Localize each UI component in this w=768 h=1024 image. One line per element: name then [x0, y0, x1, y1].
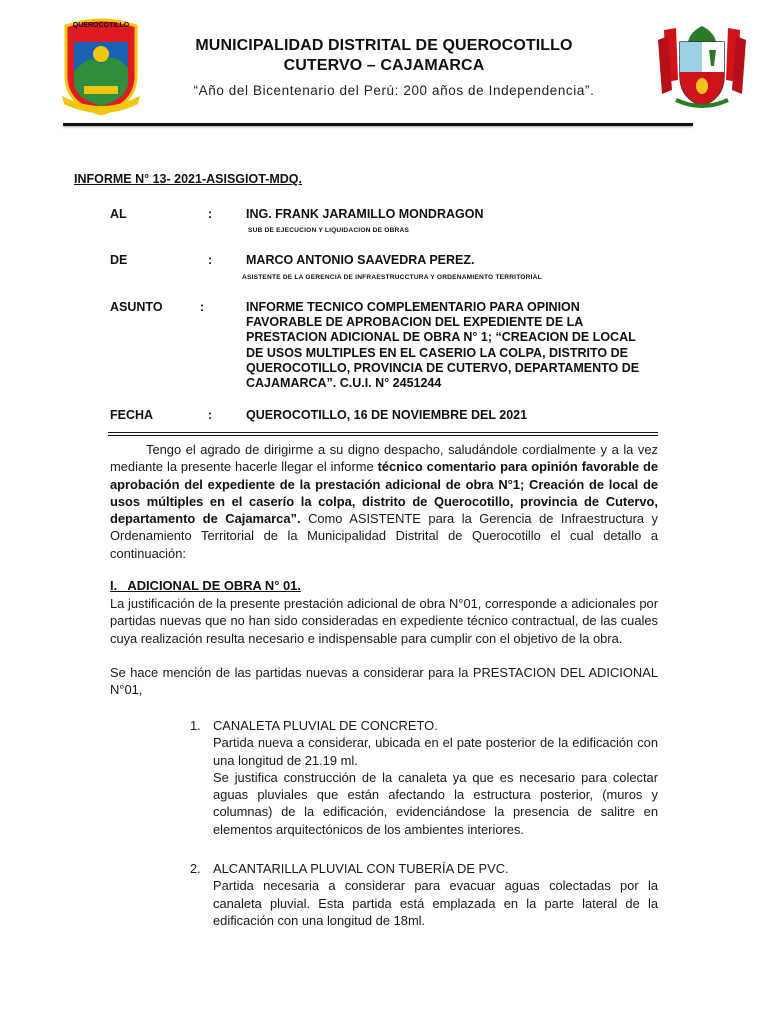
intro-paragraph — [110, 441, 658, 562]
item-number: 1. — [190, 718, 201, 733]
item-title: ALCANTARILLA PLUVIAL CON TUBERÍA DE PVC. — [213, 861, 509, 876]
to-title: SUB DE EJECUCION Y LIQUIDACION DE OBRAS — [248, 227, 410, 234]
crest-text: QUEROCOTILLO — [72, 22, 130, 29]
from-label: DE — [110, 253, 128, 267]
item-title: CANALETA PLUVIAL DE CONCRETO. — [213, 718, 438, 733]
subject-colon: : — [200, 300, 205, 314]
item-number: 2. — [190, 861, 201, 876]
list-item — [190, 717, 658, 838]
date-colon: : — [208, 408, 213, 422]
to-name: ING. FRANK JARAMILLO MONDRAGON — [246, 207, 484, 221]
date-label: FECHA — [110, 408, 154, 422]
municipality-name: MUNICIPALIDAD DISTRITAL DE QUEROCOTILLO — [195, 37, 573, 54]
from-name: MARCO ANTONIO SAAVEDRA PEREZ. — [246, 253, 475, 267]
intro-text-end: Como ASISTENTE para la Gerencia de Infraestructura y Ordenamiento Territorial de la Municipalidad Distrital de Querocotillo el cual detallo a continuación: — [110, 511, 658, 561]
subject-text: INFORME TECNICO COMPLEMENTARIO PARA OPINION FAVORABLE DE APROBACION DEL EXPEDIENTE DE LA PRESTACION ADICIONAL DE OBRA N° 1; “CREACION DE LOCAL DE USOS MULTIPLES EN EL CASERIO LA COLPA, DISTRITO DE QUEROCOTILLO, PROVINCIA DE CUTERVO, DEPARTAMENTO DE CAJAMARCA”. C.U.I. N° 2451244 — [246, 300, 640, 391]
section-heading: I. ADICIONAL DE OBRA N° 01. — [110, 578, 301, 593]
item-description: Partida necesaria a considerar para evacuar aguas colectadas por la canaleta pluvial. Esta partida está emplazada en la parte lateral de la edificación con una longitud de 18ml. — [213, 878, 658, 928]
memo-divider — [108, 432, 658, 433]
to-label: AL — [110, 207, 127, 221]
item-justification: Se justifica construcción de la canaleta ya que es necesario para colectar aguas pluviales que están afectando la estructura posterior, (muros y columnas) de la edificación, evidenciándose la presencia de salitre en elementos arquitectónicos de los ambientes interiores. — [213, 769, 658, 837]
intro-text: Tengo el agrado de dirigirme a su digno despacho, saludándole cordialmente y a la vez mediante la presente hacerle llegar el informe — [110, 442, 658, 475]
municipality-location: CUTERVO – CAJAMARCA — [283, 57, 485, 74]
to-colon: : — [208, 207, 213, 221]
date-text: QUEROCOTILLO, 16 DE NOVIEMBRE DEL 2021 — [246, 408, 528, 422]
from-colon: : — [208, 253, 213, 267]
item-description: Partida nueva a considerar, ubicada en el pate posterior de la edificación con una longitud de 21.19 ml. — [213, 735, 658, 768]
report-number: INFORME N° 13- 2021-ASISGIOT-MDQ. — [74, 172, 302, 186]
year-motto: “Año del Bicentenario del Perú: 200 años de Independencia”. — [193, 83, 595, 98]
memo-divider — [108, 435, 658, 436]
items-intro-paragraph: Se hace mención de las partidas nuevas a considerar para la PRESTACION DEL ADICIONAL N°01, — [110, 665, 658, 698]
section-paragraph: La justificación de la presente prestación adicional de obra N°01, corresponde a adicionales por partidas nuevas que no han sido consideradas en expediente técnico contractual, de las cuales cuya realización resulta necesario e indispensable para cumplir con el objetivo de la obra. — [110, 596, 658, 646]
subject-label: ASUNTO — [110, 300, 163, 314]
intro-bold-text: técnico comentario para opinión favorable de aprobación del expediente de la prestación adicional de obra N°1; Creación de local de usos múltiples en el caserío la colpa, distrito de Querocotillo, provincia de Cutervo, departamento de Cajamarca”. — [110, 459, 658, 527]
municipal-crest-icon — [60, 12, 142, 116]
from-title: ASISTENTE DE LA GERENCIA DE INFRAESTRUCCTURA Y ORDENAMIENTO TERRITORIAL — [242, 274, 542, 281]
peru-coat-of-arms-icon — [656, 20, 748, 112]
header-divider — [63, 123, 693, 126]
list-item — [190, 860, 658, 929]
